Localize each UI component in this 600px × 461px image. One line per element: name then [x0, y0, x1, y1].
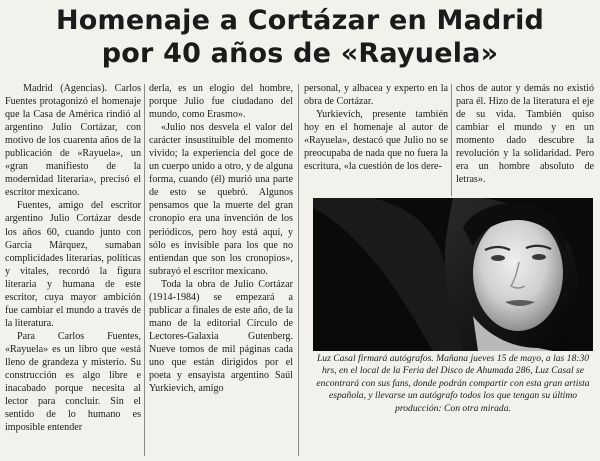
photo-caption: Luz Casal firmará autógrafos. Mañana jueves 15 de mayo, a las 18:30 hrs, en el local de la Feria del Disco de Ahumada 286, Luz Casal se encontrará con sus fans, donde podrán compartir con esta gran artista española, y llevarse un autógrafo todos los que tengan su último producción: Con otra mirada.: [316, 353, 590, 414]
headline-line-2: por 40 años de «Rayuela»: [101, 38, 499, 69]
headline-line-1: Homenaje a Cortázar en Madrid: [55, 5, 545, 36]
paragraph: personal, y albacea y experto en la obra de Cortázar.: [304, 83, 448, 108]
paragraph: Madrid (Agencias). Carlos Fuentes protagonizó el homenaje que la Casa de América rindió al argentino Julio Cortázar, con motivo de los cuarenta años de la publicación de «Rayuela», un «gran manifiesto de la modernidad literaria», precisó el escritor mexicano.: [5, 83, 141, 199]
column-rule: [144, 84, 145, 456]
paragraph: chos de autor y demás no existió para él. Hizo de la literatura el eje de su vida. También quiso cambiar el mundo y en un momento dado descubre la revolución y la solidaridad. Pero era un hombre absoluto de letras».: [456, 83, 594, 186]
column-rule: [451, 84, 452, 196]
paragraph: Fuentes, amigo del escritor argentino Julio Cortázar desde los años 60, cuando junto con García Márquez, sumaban complicidades literarias, políticas y vitales, recordó la figura literaria y humana de este escritor, cuya mayor ambición fue cambiar el mundo a través de la literatura.: [5, 200, 141, 329]
portrait-photo-icon: [313, 198, 593, 351]
article-headline: [0, 4, 600, 70]
column-rule: [298, 84, 299, 456]
paragraph: Toda la obra de Julio Cortázar (1914-1984) se empezará a publicar a finales de este año, de la mano de la editorial Círculo de Lectores-Galaxia Gutenberg. Nueve tomos de mil páginas cada uno que están dirigidos por el poeta y ensayista argentino Saúl Yurkievich, amigo: [149, 278, 293, 395]
article-column-1: [5, 82, 141, 458]
article-column-2: [149, 82, 293, 458]
paragraph: derla, es un elogio del hombre, porque Julio fue ciudadano del mundo, como Erasmo».: [149, 83, 293, 121]
paragraph: «Julio nos desvela el valor del carácter insustituible del momento vivido; la experiencia del goce de un cuerpo unido a otro, y de alguna forma, cuando (él) murió una parte de esto se quebró. Algunos pensamos que la muerte del gran cronopio era una invención de los periódicos, pero hoy está aquí, y sólo es invisible para los que no entiendan que son los cronopios», subrayó el escritor mexicano.: [149, 122, 293, 277]
portrait-photo: [313, 198, 593, 351]
article-column-4: [456, 82, 594, 200]
paragraph: Para Carlos Fuentes, «Rayuela» es un libro que «está lleno de grandeza y misterio. Su construcción es algo libre e inacabado porque necesita al lector para concluir. Sin el sentido de lo humano es imposible entender: [5, 330, 141, 434]
paragraph: Yurkievich, presente también hoy en el homenaje al autor de «Rayuela», destacó que Julio no se preocupaba de nada que no fuera la escritura, «la cuestión de los dere-: [304, 109, 448, 173]
article-column-3: [304, 82, 448, 200]
